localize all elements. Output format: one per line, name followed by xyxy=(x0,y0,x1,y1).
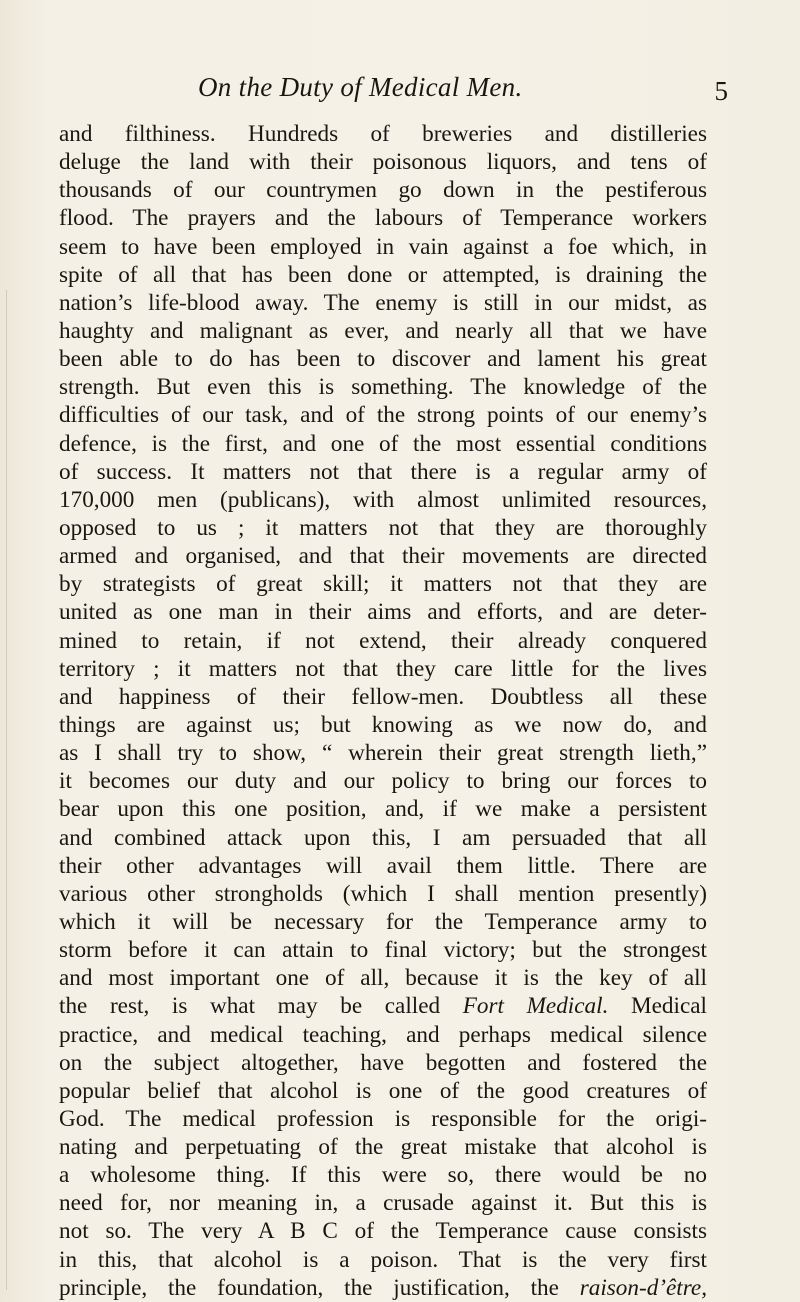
text-line: bear upon this one position, and, if we make a persistent xyxy=(59,796,707,823)
text-line: nation’s life-blood away. The enemy is still in our midst, as xyxy=(59,289,707,316)
text-line: a wholesome thing. If this were so, there would be no xyxy=(59,1162,707,1189)
text-line: strength. But even this is something. The knowledge of the xyxy=(59,374,707,401)
italic-term-raison-detre: raison-d’être, xyxy=(579,1274,707,1301)
text-line: been able to do has been to discover and lament his great xyxy=(59,346,707,373)
text-line: deluge the land with their poisonous liquors, and tens of xyxy=(59,149,707,176)
text-line: and most important one of all, because it is the key of all xyxy=(59,965,707,992)
text-line: defence, is the first, and one of the most essential conditions xyxy=(59,430,707,457)
text-line: need for, nor meaning in, a crusade against it. But this is xyxy=(59,1190,707,1217)
text-line: as I shall try to show, “ wherein their great strength lieth,” xyxy=(59,740,707,767)
text-line: storm before it can attain to final victory; but the strongest xyxy=(59,937,707,964)
italic-term-fort-medical: Fort Medical. xyxy=(462,993,609,1020)
text-line: flood. The prayers and the labours of Temperance workers xyxy=(59,205,707,232)
text-line: not so. The very A B C of the Temperance cause consists xyxy=(59,1218,707,1245)
text-line: God. The medical profession is responsible for the origi- xyxy=(59,1105,707,1132)
text-line: on the subject altogether, have begotten and fostered the xyxy=(59,1049,707,1076)
text-line: and happiness of their fellow-men. Doubtless all these xyxy=(59,683,707,710)
text-line: mined to retain, if not extend, their already conquered xyxy=(59,627,707,654)
text-line: difficulties of our task, and of the strong points of our enemy’s xyxy=(59,402,707,429)
running-title: On the Duty of Medical Men. xyxy=(198,72,523,102)
text-line: which it will be necessary for the Temperance army to xyxy=(59,908,707,935)
text-segment: principle, the foundation, the justification, the xyxy=(59,1274,559,1301)
text-line: of success. It matters not that there is a regular army of xyxy=(59,458,707,485)
page-number: 5 xyxy=(714,76,728,106)
text-line: it becomes our duty and our policy to bring our forces to xyxy=(59,768,707,795)
text-line: their other advantages will avail them little. There are xyxy=(59,852,707,879)
body-paragraph xyxy=(59,120,707,1302)
text-line: territory ; it matters not that they care little for the lives xyxy=(59,655,707,682)
text-line: united as one man in their aims and efforts, and are deter- xyxy=(59,599,707,626)
text-segment: the rest, is what may be called xyxy=(59,993,441,1020)
text-line: in this, that alcohol is a poison. That is the very first xyxy=(59,1246,707,1273)
text-line-with-italic xyxy=(59,992,707,1020)
text-line: seem to have been employed in vain against a foe which, in xyxy=(59,233,707,260)
text-line: by strategists of great skill; it matters not that they are xyxy=(59,571,707,598)
text-line: spite of all that has been done or attempted, is draining the xyxy=(59,261,707,288)
text-line: and combined attack upon this, I am persuaded that all xyxy=(59,824,707,851)
text-line: armed and organised, and that their movements are directed xyxy=(59,543,707,570)
text-line: 170,000 men (publicans), with almost unlimited resources, xyxy=(59,486,707,513)
text-line: various other strongholds (which I shall mention presently) xyxy=(59,880,707,907)
page-edge-shadow xyxy=(6,290,7,1290)
text-line: thousands of our countrymen go down in the pestiferous xyxy=(59,177,707,204)
text-line: haughty and malignant as ever, and nearly all that we have xyxy=(59,317,707,344)
page-header xyxy=(148,72,728,112)
text-line: practice, and medical teaching, and perhaps medical silence xyxy=(59,1021,707,1048)
text-line-with-italic xyxy=(59,1274,707,1302)
text-line: things are against us; but knowing as we now do, and xyxy=(59,711,707,738)
text-line: opposed to us ; it matters not that they are thoroughly xyxy=(59,514,707,541)
text-line: nating and perpetuating of the great mistake that alcohol is xyxy=(59,1134,707,1161)
text-line: and filthiness. Hundreds of breweries and distilleries xyxy=(59,121,707,147)
text-line: popular belief that alcohol is one of the good creatures of xyxy=(59,1077,707,1104)
text-segment: Medical xyxy=(631,993,707,1020)
